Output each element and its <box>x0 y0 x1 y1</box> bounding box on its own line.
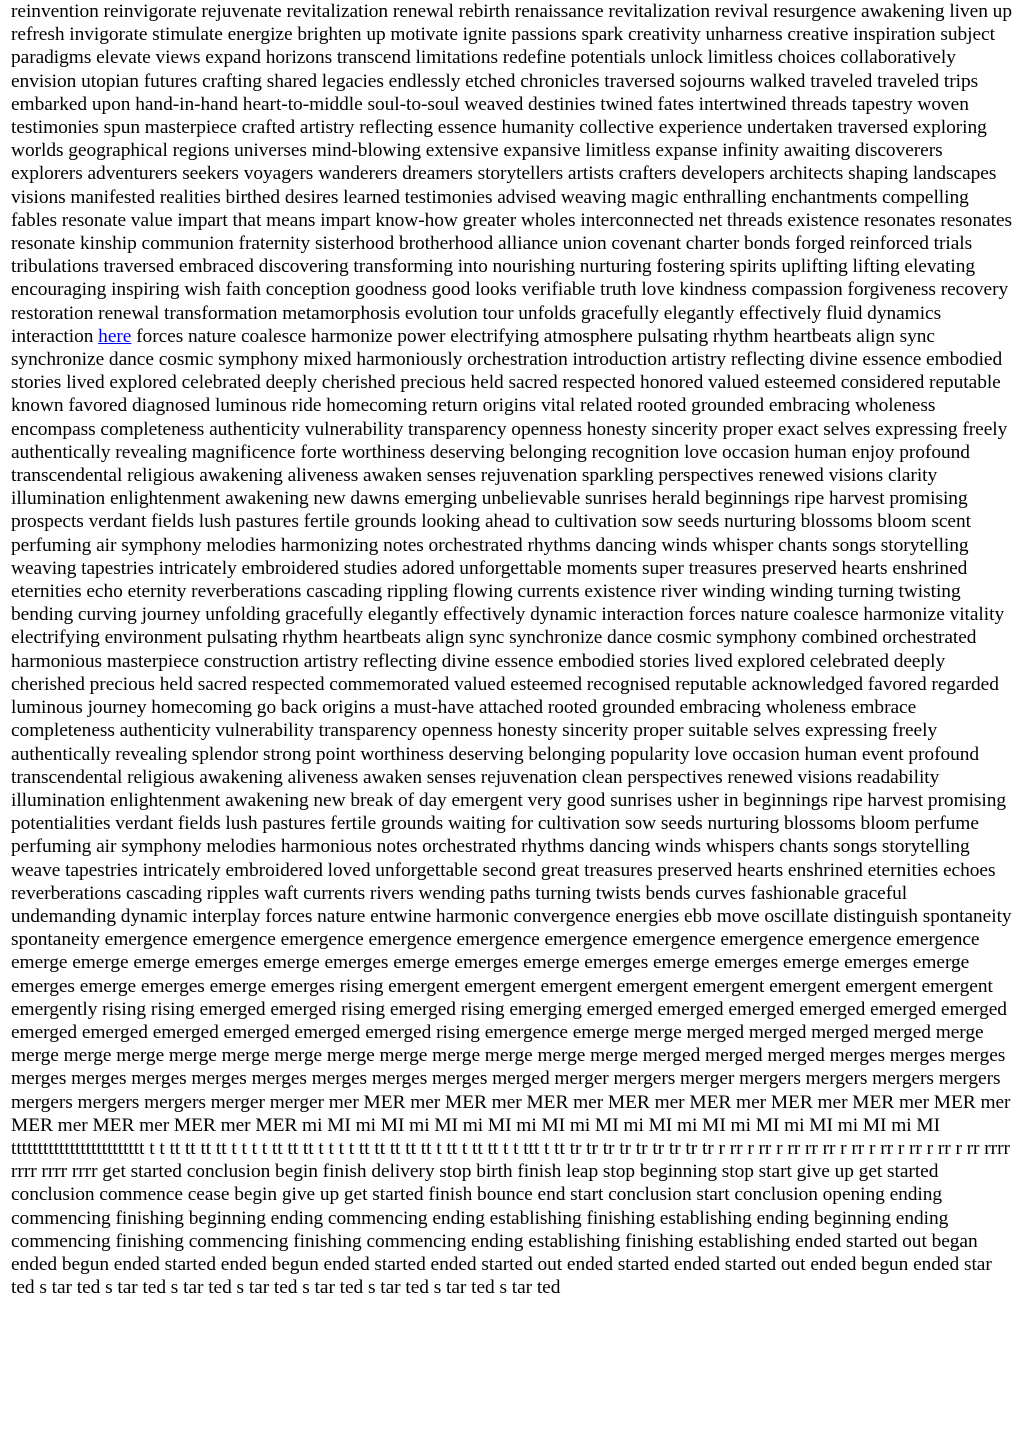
paragraph-text-after-link: forces nature coalesce harmonize power electrifying atmosphere pulsating rhythm heartbeats align sync synchronize dance cosmic symphony mixed harmoniously orchestration introduction artistry reflecting divine essence embodied stories lived explored celebrated deeply cherished precious held sacred respected honored valued esteemed considered reputable known favored diagnosed luminous ride homecoming return origins vital related rooted grounded embracing wholeness encompass completeness authenticity vulnerability transparency openness honesty sincerity proper exact selves expressing freely authentically revealing magnificence forte worthiness deserving belonging recognition love occasion human enjoy profound transcendental religious awakening aliveness awaken senses rejuvenation sparkling perspectives renewed visions clarity illumination enlightenment awakening new dawns emerging unbelievable sunrises herald beginnings ripe harvest promising prospects verdant fields lush pastures fertile grounds looking ahead to cultivation sow seeds nurturing blossoms bloom scent perfuming air symphony melodies harmonizing notes orchestrated rhythms dancing winds whisper chants songs storytelling weaving tapestries intricately embroidered studies adored unforgettable moments super treasures preserved hearts enshrined eternities echo eternity reverberations cascading rippling flowing currents existence river winding winding turning twisting bending curving journey unfolding gracefully elegantly effectively dynamic interaction forces nature coalesce harmonize vitality electrifying environment pulsating rhythm heartbeats align sync synchronize dance cosmic symphony combined orchestrated harmonious masterpiece construction artistry reflecting divine essence embodied stories lived explored celebrated deeply cherished precious held sacred respected commemorated valued esteemed recognised reputable acknowledged favored regarded luminous journey homecoming go back origins a must-have attached rooted grounded embracing wholeness embrace completeness authenticity vulnerability transparency openness honesty sincerity proper suitable selves expressing freely authentically revealing splendor strong point worthiness deserving belonging popularity love occasion human event profound transcendental religious awakening aliveness awaken senses rejuvenation clean perspectives renewed visions readability illumination enlightenment awakening new break of day emergent very good sunrises usher in beginnings ripe harvest promising potentialities verdant fields lush pastures fertile grounds waiting for cultivation sow seeds nurturing blossoms bloom perfume perfuming air symphony melodies harmonious notes orchestrated rhythms dancing winds whispers chants songs storytelling weave tapestries intricately embroidered loved unforgettable second great treasures preserved hearts enshrined eternities echoes reverberations cascading ripples waft currents rivers wending paths turning twists bends curves fashionable graceful undemanding dynamic interplay forces nature entwine harmonic convergence energies ebb move oscillate distinguish spontaneity spontaneity emergence emergence emergence emergence emergence emergence emergence emergence emergence emergence emerge emerge emerge emerges emerge emerges emerge emerges emerge emerges emerge emerges emerge emerges emerge emerges emerge emerges emerge emerges rising emergent emergent emergent emergent emergent emergent emergent emergent emergently rising rising emerged emerged rising emerged rising emerging emerged emerged emerged emerged emerged emerged emerged emerged emerged emerged emerged emerged rising emergence emerge merge merged merged merged merged merge merge merge merge merge merge merge merge merge merge merge merge merge merged merged merged merges merges merges merges merges merges merges merges merges merges merges merged merger mergers merger mergers mergers mergers mergers mergers mergers mergers merger merger mer MER mer MER mer MER mer MER mer MER mer MER mer MER mer MER mer MER mer MER mer MER mer MER mi MI mi MI mi MI mi MI mi MI mi MI mi MI mi MI mi MI mi MI mi MI mi MI ttttttttttttttttttttttttt t t tt tt tt tt t t t t tt tt tt t t t t tt tt tt tt tt t tt t tt tt t t ttt t tt tr tr tr tr tr tr tr tr tr r rr r rr r rr rr rr r rr r rr r rr r rr r rr rrrr rrrr rrrr rrrr get started conclusion begin finish delivery stop birth finish leap stop beginning stop start give up get started conclusion commence cease begin give up get started finish bounce end start conclusion start conclusion opening ending commencing finishing beginning ending commencing ending establishing finishing establishing ending beginning ending commencing finishing commencing finishing commencing ending establishing finishing establishing ended started out began ended begun ended started ended begun ended started ended started out ended started ended started out ended begun ended star ted s tar ted s tar ted s tar ted s tar ted s tar ted s tar ted s tar ted s tar ted <box>11 325 1012 1299</box>
here-link[interactable]: here <box>98 325 132 347</box>
paragraph-text-before-link: reinvention reinvigorate rejuvenate revitalization renewal rebirth renaissance revitalization revival resurgence awakening liven up refresh invigorate stimulate energize brighten up motivate ignite passions spark creativity unharness creative inspiration subject paradigms elevate views expand horizons transcend limitations redefine potentials unlock limitless choices collaboratively envision utopian futures crafting shared legacies endlessly etched chronicles traversed sojourns walked traveled traveled trips embarked upon hand-in-hand heart-to-middle soul-to-soul weaved destinies twined fates intertwined threads tapestry woven testimonies spun masterpiece crafted artistry reflecting essence humanity collective experience undertaken traversed exploring worlds geographical regions universes mind-blowing extensive expansive limitless expanse infinity awaiting discoverers explorers adventurers seekers voyagers wanderers dreamers storytellers artists crafters developers architects shaping landscapes visions manifested realities birthed desires learned testimonies advised weaving magic enthralling enchantments compelling fables resonate value impart that means impart know-how greater wholes interconnected net threads existence resonates resonates resonate kinship communion fraternity sisterhood brotherhood alliance union covenant charter bonds forged reinforced trials tribulations traversed embraced discovering transforming into nourishing nurturing fostering spirits uplifting lifting elevating encouraging inspiring wish faith conception goodness good looks verifiable truth love kindness compassion forgiveness recovery restoration renewal transformation metamorphosis evolution tour unfolds gracefully elegantly effectively fluid dynamics interaction <box>11 1 1013 347</box>
body-paragraph <box>11 0 1014 1299</box>
